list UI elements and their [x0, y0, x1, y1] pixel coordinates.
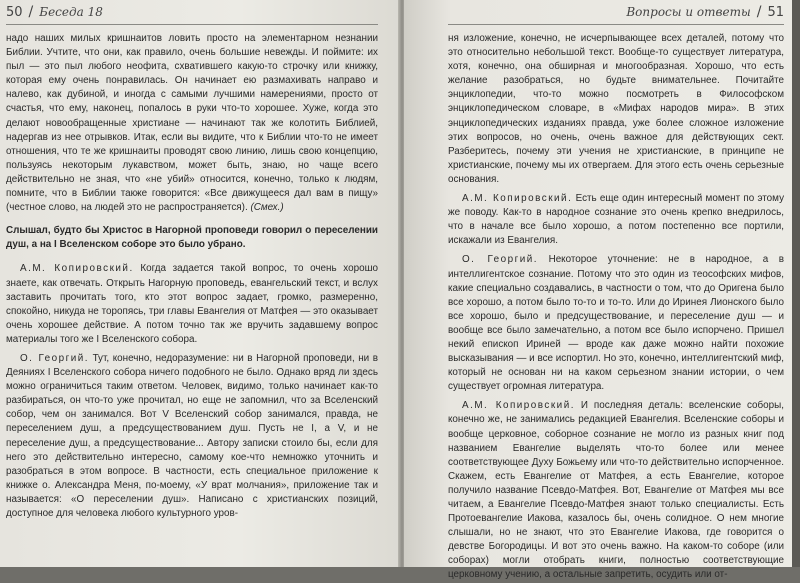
answer-paragraph [448, 399, 784, 582]
speaker-name: А.М. Копировский. [462, 193, 573, 205]
answer-text: Есть еще один интересный момент по этому же поводу. Как-то в народное сознание это очень крепко внедрилось, что в начале все было хорошо, а потом постепенно все портили, искажали из Евангелия. [448, 193, 785, 247]
answer-paragraph [448, 192, 784, 248]
right-chapter-title: Вопросы и ответы [626, 5, 751, 19]
speaker-name: А.М. Копировский. [462, 400, 575, 412]
right-page-header [448, 0, 784, 25]
speaker-name: О. Георгий. [462, 254, 539, 266]
speaker-name: О. Георгий. [20, 352, 90, 364]
left-page-number: 50 [6, 4, 23, 20]
answer-paragraph [6, 352, 378, 521]
header-separator: / [28, 4, 34, 20]
answer-text: Некоторое уточнение: не в народное, а в интеллигентское сознание. Потому что это один из теософских мифов, какие специально создавались, в частности о том, что до Оригена было все хорошо, а потом было то-то и то-то. Или до Иринея Лионского было все хорошо, было и предсуществование, и переселение душ — и вообще все было замечательно, а потом все было испорчено. Пришел некий епископ Ириней — вроде как даже можно найти похожие высказывания — и все испортил. Но это, конечно, интеллигентский миф, который не основан ни на каком серьезном знании истории, о чем существует огромная литература. [448, 254, 784, 393]
speaker-name: А.М. Копировский. [20, 263, 134, 275]
question-heading: Слышал, будто бы Христос в Нагорной проповеди говорил о переселении душ, а на I Вселенском соборе это было убрано. [6, 225, 378, 251]
left-paragraph [6, 32, 378, 215]
left-chapter-title: Беседа 18 [39, 5, 103, 19]
answer-text: И последняя деталь: вселенские соборы, конечно же, не занимались редакцией Евангелия. Вселенские соборы и вообще церковное, соборное сознание не могло из разных книг под названием Евангелие выделять что-то более или менее соответствующее Духу Божьему или что-то действительно испорченное. Скажем, есть Евангелие от Матфея, а есть Евангелие, которое получило название Псевдо-Матфея. Вот, Евангелие от Матфея мы все читаем, а Евангелие Псевдо-Матфея знают только специалисты. Есть Протоевангелие Иакова, казалось бы, очень солидное. О нем многие слышали, но не знают, что это Евангелие Иакова, где говорится о девстве Богородицы. И вот это очень важно. На каком-то соборе (или соборах) могли отобрать книги, полностью соответствующие церковному учению, а остальные запретить, осудить или от- [448, 400, 784, 581]
right-page-number: 51 [767, 4, 784, 20]
book-edge [792, 0, 800, 567]
header-separator: / [756, 4, 762, 20]
laughter-aside: (Смех.) [250, 202, 284, 214]
left-page [0, 0, 400, 567]
answer-paragraph [448, 253, 784, 394]
left-paragraph-text: надо наших милых кришнаитов ловить просто на элементарном незнании Библии. Учтите, что они, как правило, очень большие невежды. И поймите: их пыл — это пыл любого неофита, схватившего какую-то строчку или книжку, которая ему очень понравилась. Он начинает ею размахивать направо и налево, как дубиной, и иногда с самыми лучшими намерениями, просто от счастья, что ему, наконец, попалось в руки что-то хорошее. Хуже, когда это делают новообращенные христиане — начинают так же колотить Библией, надергав из нее отрывков. Итак, если вы видите, что к Библии что-то не имеет отношения, что те же кришнаиты проводят свою линию, лишь свою концепцию, пользуясь некоторым лукавством, может быть, знаю, но чаще всего действительно не зная, что «не убий» относится, конечно, только к людям, помните, что в Библии также говорится: «Все движущееся дал вам в пищу» (честное слово, на людей это не распространяется). [6, 33, 378, 214]
left-page-header [6, 0, 378, 25]
right-page [404, 0, 792, 581]
answer-paragraph [6, 262, 378, 347]
right-paragraph: ня изложение, конечно, не исчерпывающее всех деталей, потому что это относительно небольшой текст. Вообще-то существует литература, хотя, конечно, она обширная и многообразная. Хорошо, что есть желание разобраться, но будьте внимательнее. Почитайте энциклопедии, что-то можно посмотреть в Философском энциклопедическом словаре, в «Мифах народов мира». В этих энциклопедических изданиях правда, уже более сложное изложение этих вопросов, но очень, очень важное для действующих сект. Разберитесь, почему эти учения не христианские, в принципе не христианские, почему мы их отвергаем. Для этого есть очень серьезные основания. [448, 33, 784, 185]
answer-text: Тут, конечно, недоразумение: ни в Нагорной проповеди, ни в Деяниях I Вселенского собора ничего подобного не было. Однако вряд ли здесь можно ограничиться таким ответом. Человек, видимо, только начинает как-то разбираться, он что-то уже прочитал, но еще не запомнил, что за Вселенский собор, чем он занимался. Вот V Вселенский собор занимался, правда, не переселением душ, а предсуществованием душ. Пусть не I, а V, и не переселение душ, а предсуществование... Автору записки стоило бы, если для него это действительно интересно, самому кое-что немножко уточнить и разобраться в этом вопросе. В частности, есть специальное приложение к книжке о. Александра Меня, по-моему, «У врат молчания», приложение так и называется: «О переселении душ». Написано с христианских позиций, доступное для человека любого культурного уров- [6, 352, 378, 519]
answer-text: Когда задается такой вопрос, то очень хорошо знаете, как отвечать. Открыть Нагорную проповедь, евангельский текст, и вслух заставить прочитать того, кто этот вопрос задает, громко, размеренно, спокойно, никуда не торопясь, три главы Евангелия от Матфея — это оказывает очень хорошее действие. А потом точно так же вручить задавшему вопрос материалы того же I Вселенского собора. [6, 263, 378, 345]
